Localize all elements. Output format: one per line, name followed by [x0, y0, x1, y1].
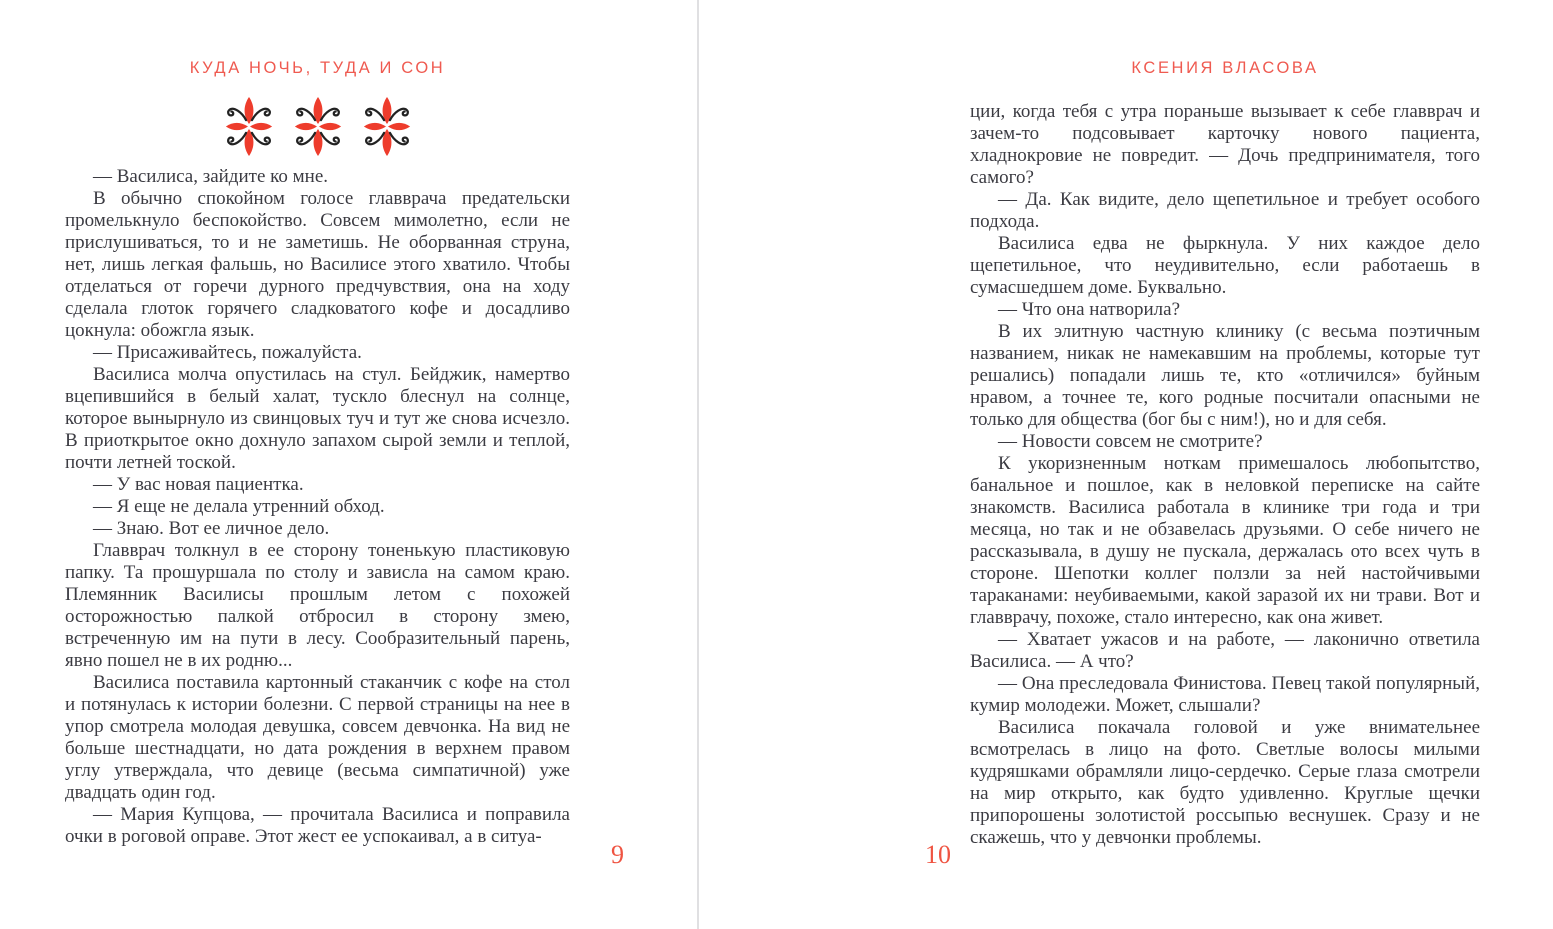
- page-body-right: [970, 101, 1480, 849]
- running-head-book-title: КУДА НОЧЬ, ТУДА И СОН: [189, 59, 446, 77]
- paragraph: — У вас новая пациентка.: [93, 474, 304, 495]
- paragraph: Василиса едва не фыркнула. У них каждое дело щепетильное, что неудивительно, если работаешь в сумасшедшем доме. Буквально.: [970, 233, 1480, 298]
- fleuron-ornament-icon: [223, 96, 275, 157]
- page-number-right: 10: [925, 840, 951, 869]
- paragraph: Василиса покачала головой и уже внимательнее всмотрелась в лицо на фото. Светлые волосы милыми кудряшками обрамляли лицо-сердечко. Серые глаза смотрели на мир открыто, как будто удивленно. Круглые щечки припорошены золотистой россыпью веснушек. Сразу и не скажешь, что у девчонки проблемы.: [970, 717, 1480, 848]
- paragraph: ции, когда тебя с утра пораньше вызывает к себе главврач и зачем-то подсовывает карточку нового пациента, хладнокровие не повредит. — Дочь предпринимателя, того самого?: [970, 101, 1480, 188]
- paragraph: К укоризненным ноткам примешалось любопытство, банальное и пошлое, как в неловкой переписке на сайте знакомств. Василиса работала в клинике три года и три месяца, но так и не обзавелась друзьями. О себе ничего не рассказывала, в душу не пускала, держалась ото всех чуть в стороне. Шепотки коллег ползли за ней настойчивыми тараканами: неубиваемыми, какой заразой их ни трави. Вот и главврачу, похоже, стало интересно, как она живет.: [970, 453, 1480, 628]
- paragraph: — Что она натворила?: [998, 299, 1181, 320]
- paragraph: — Присаживайтесь, пожалуйста.: [93, 342, 362, 363]
- paragraph: — Я еще не делала утренний обход.: [93, 496, 385, 517]
- ornament-row: [65, 96, 570, 157]
- paragraph: Главврач толкнул в ее сторону тоненькую пластиковую папку. Та прошуршала по столу и зависла на самом краю. Племянник Василисы прошлым летом с похожей осторожностью палкой отбросил в сторону змею, встреченную им на пути в лесу. Сообразительный парень, явно пошел не в их родню...: [65, 540, 570, 671]
- paragraph: — Знаю. Вот ее личное дело.: [93, 518, 330, 539]
- paragraph: Василиса молча опустилась на стул. Бейджик, намертво вцепившийся в белый халат, тускло блеснул на солнце, которое вынырнуло из свинцовых туч и тут же снова исчезло. В приоткрытое окно дохнуло запахом сырой земли и теплой, почти летней тоской.: [65, 364, 570, 473]
- paragraph: — Мария Купцова, — прочитала Василиса и поправила очки в роговой оправе. Этот жест ее успокаивал, а в ситуа-: [65, 804, 570, 847]
- paragraph: — Новости совсем не смотрите?: [998, 431, 1263, 452]
- paragraph: — Она преследовала Финистова. Певец такой популярный, кумир молодежи. Может, слышали?: [970, 673, 1480, 716]
- page-number-left: 9: [611, 840, 624, 869]
- page-body-left: [65, 166, 570, 848]
- paragraph: В их элитную частную клинику (с весьма поэтичным названием, никак не намекавшим на проблемы, которые тут решались) попадали лишь те, кто «отличился» буйным нравом, а точнее те, кого родные посчитали опасными не только для общества (бог бы с ним!), но и для себя.: [970, 321, 1480, 430]
- paragraph: В обычно спокойном голосе главврача предательски промелькнуло беспокойство. Совсем мимолетно, если не прислушиваться, то и не заметишь. Не оборванная струна, нет, лишь легкая фальшь, но Василисе этого хватило. Чтобы отделаться от горечи дурного предчувствия, она на ходу сделала глоток горячего сладковатого кофе и досадливо цокнула: обожгла язык.: [65, 188, 570, 341]
- running-head-author: КСЕНИЯ ВЛАСОВА: [1131, 59, 1319, 77]
- fleuron-ornament-icon: [292, 96, 344, 157]
- page-divider: [697, 0, 699, 929]
- paragraph: Василиса поставила картонный стаканчик с кофе на стол и потянулась к истории болезни. С первой страницы на нее в упор смотрела молодая девушка, совсем девчонка. На вид не больше шестнадцати, но дата рождения в верхнем правом углу утверждала, что девице (весьма симпатичной) уже двадцать один год.: [65, 672, 570, 803]
- paragraph: — Хватает ужасов и на работе, — лаконично ответила Василиса. — А что?: [970, 629, 1480, 672]
- fleuron-ornament-icon: [361, 96, 413, 157]
- paragraph: — Василиса, зайдите ко мне.: [93, 166, 329, 187]
- paragraph: — Да. Как видите, дело щепетильное и требует особого подхода.: [970, 189, 1480, 232]
